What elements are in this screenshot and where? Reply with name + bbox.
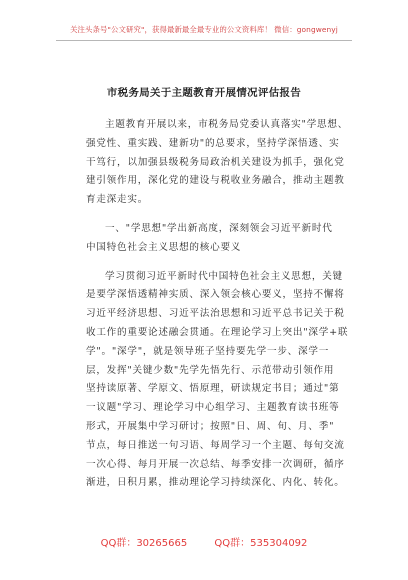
qq-group-2: QQ群：535304092 [214,538,308,549]
text-line: 学习贯彻习近平新时代中国特色社会主义思想，关键 [105,270,343,282]
page-footer [0,534,408,549]
text-line: 形式，开展集中学习研讨；按照"日、周、旬、月、季" [86,420,335,432]
text-line: 建引领作用，深化党的建设与税收业务融合，推动主题教 [86,175,345,187]
qq-group-1: QQ群：30265665 [100,538,188,549]
text-line: 主题教育开展以来，市税务局党委认真落实"学思想、 [105,119,349,130]
header-divider [56,40,352,41]
text-line: 收工作的重要论述融会贯通。在理论学习上突出"深学+联 [86,326,349,338]
text-line: 习近平经济思想、习近平法治思想和习近平总书记关于税 [86,308,345,320]
section-heading [86,220,333,258]
text-line: 学"。"深学"，就是领导班子坚持要先学一步、深学一 [86,345,330,357]
body-paragraph [86,268,349,494]
text-line: 强党性、重实践、建新功"的总要求，坚持学深悟透、实 [86,137,340,149]
text-line: 坚持读原著、学原文、悟原理，研读规定书目；通过"第 [86,383,340,395]
heading-line: 中国特色社会主义思想的核心要义 [86,241,242,253]
text-line: 一次心得、每月开展一次总结、每季安排一次调研，循序 [86,458,345,470]
document-body [86,116,349,493]
text-line: 一议题"学习、理论学习中心组学习、主题教育读书班等 [86,402,340,414]
page-header-notice: 关注头条号"公文研究"，获得最新最全最专业的公文资料库！ 微信：gongwenyj [70,25,338,34]
text-line: 渐进，日积月累，推动理论学习持续深化、内化、转化。 [86,477,345,489]
intro-paragraph [86,116,349,210]
document-title: 市税务局关于主题教育开展情况评估报告 [106,87,302,99]
heading-line: 一、"学思想"学出新高度，深刻领会习近平新时代 [105,222,333,234]
text-line: 节点，每日推送一句习语、每周学习一个主题、每旬交流 [86,439,345,451]
text-line: 是要学深悟透精神实质、深入领会核心要义，坚持不懈将 [86,289,345,301]
text-line: 干笃行，以加强县级税务局政治机关建设为抓手，强化党 [86,156,345,168]
text-line: 育走深走实。 [86,194,149,206]
text-line: 层，发挥"关键少数"先学先悟先行、示范带动引领作用 [86,364,335,376]
